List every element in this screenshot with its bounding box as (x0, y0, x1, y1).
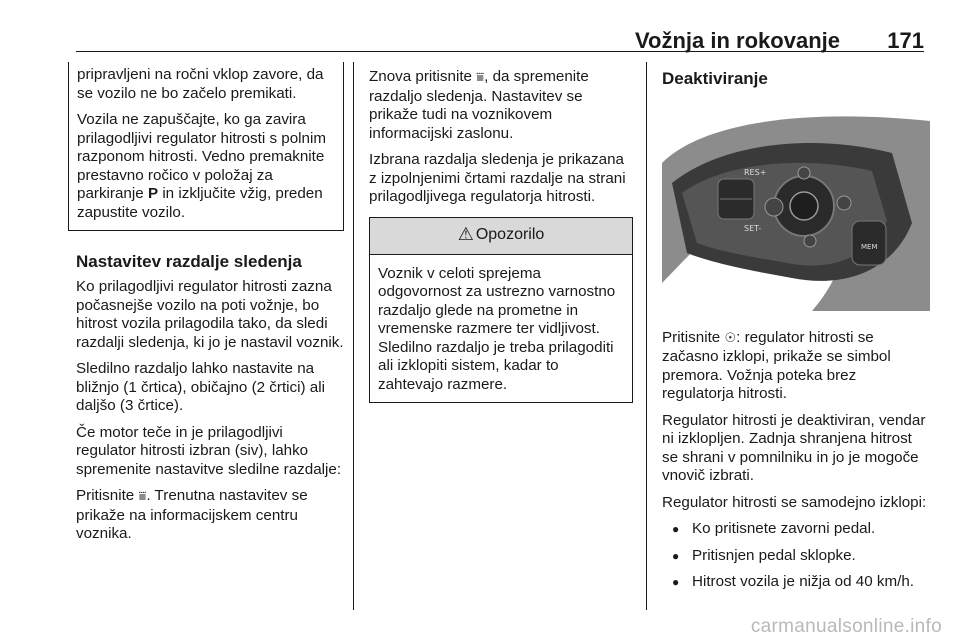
section-heading-deactivation: Deaktiviranje (662, 69, 768, 88)
column-divider-1 (353, 62, 354, 610)
paragraph: Regulator hitrosti je deaktiviran, vendar ni izklopljen. Zadnja shranjena hitrost se shrani v pomnilniku in jo je mogoče vnovič izbrati. (662, 411, 926, 484)
page-number: 171 (887, 28, 924, 53)
watermark: carmanualsonline.info (750, 616, 942, 637)
paragraph: Znova pritisnite ⩸, da spremenite razdaljo sledenja. Nastavitev se prikaže tudi na voznikovem informacijski zaslonu. (369, 68, 589, 142)
auto-off-conditions-list (662, 520, 930, 592)
distance-icon: ⩸ (138, 489, 147, 504)
paragraph: Ko prilagodljivi regulator hitrosti zazna počasnejše vozilo na poti vožnje, bo hitrost vozila prilagodila tako, da sledi razdalji sledenja, ki jo je nastavil voznik. (76, 278, 344, 351)
warning-title: Opozorilo (475, 226, 545, 244)
paragraph: Pritisnite ⩸. Trenutna nastavitev se prikaže na informacijskem centru voznika. (76, 487, 308, 542)
paragraph: Sledilno razdaljo lahko nastavite na bližnjo (1 črtica), običajno (2 črtici) ali daljšo (3 črtice). (76, 360, 325, 414)
pause-icon: ☉ (724, 330, 737, 346)
list-item: ● Hitrost vozila je nižja od 40 km/h. (662, 573, 930, 592)
distance-icon: ⩸ (476, 70, 485, 85)
list-item: ● Pritisnjen pedal sklopke. (662, 547, 930, 566)
column-divider-2 (646, 62, 647, 610)
notice-box (68, 62, 344, 231)
paragraph: Če motor teče in je prilagodljivi regulator hitrosti izbran (siv), lahko spremenite nastavitve sledilne razdalje: (76, 423, 342, 478)
mem-label: MEM (861, 243, 878, 251)
res-label: RES+ (744, 168, 767, 177)
paragraph: Regulator hitrosti se samodejno izklopi: (662, 493, 927, 511)
list-item: ● Ko pritisnete zavorni pedal. (662, 520, 930, 539)
warning-icon: ⚠ (457, 224, 474, 246)
column-left (76, 66, 344, 552)
section-heading-following-distance: Nastavitev razdalje sledenja (76, 252, 302, 271)
paragraph: Pritisnite ☉: regulator hitrosti se začasno izklopi, prikaže se simbol premora. Vožnja poteka brez regulatorja hitrosti. (662, 328, 891, 402)
steering-wheel-controls-figure (662, 103, 930, 311)
column-right (662, 68, 930, 600)
set-label: SET- (744, 224, 762, 233)
column-middle (369, 68, 633, 403)
header-rule (76, 51, 924, 52)
notice-paragraph-1: pripravljeni na ročni vklop zavore, da se vozilo ne bo začelo premikati. (77, 66, 324, 102)
warning-header (370, 218, 632, 255)
park-position-label: P (147, 185, 159, 202)
page-header-title: Vožnja in rokovanje (635, 28, 840, 53)
paragraph: Izbrana razdalja sledenja je prikazana z izpolnjenimi črtami razdalje na strani prilagodljivega regulatorja hitrosti. (369, 151, 626, 205)
notice-paragraph-2: Vozila ne zapuščajte, ko ga zavira prilagodljivi regulator hitrosti s polnim razponom hitrosti. Vedno premaknite prestavno ročico v položaj za parkiranje P in izključite vžig, preden zapustite vozilo. (77, 111, 327, 221)
warning-text: Voznik v celoti sprejema odgovornost za ustrezno varnostno razdaljo glede na prometne in vremenske razmere ter vidljivost. Sledilno razdaljo je treba prilagoditi ali izklopiti sistem, kadar to zahtevajo razmere. (378, 264, 616, 393)
warning-box (369, 217, 633, 404)
